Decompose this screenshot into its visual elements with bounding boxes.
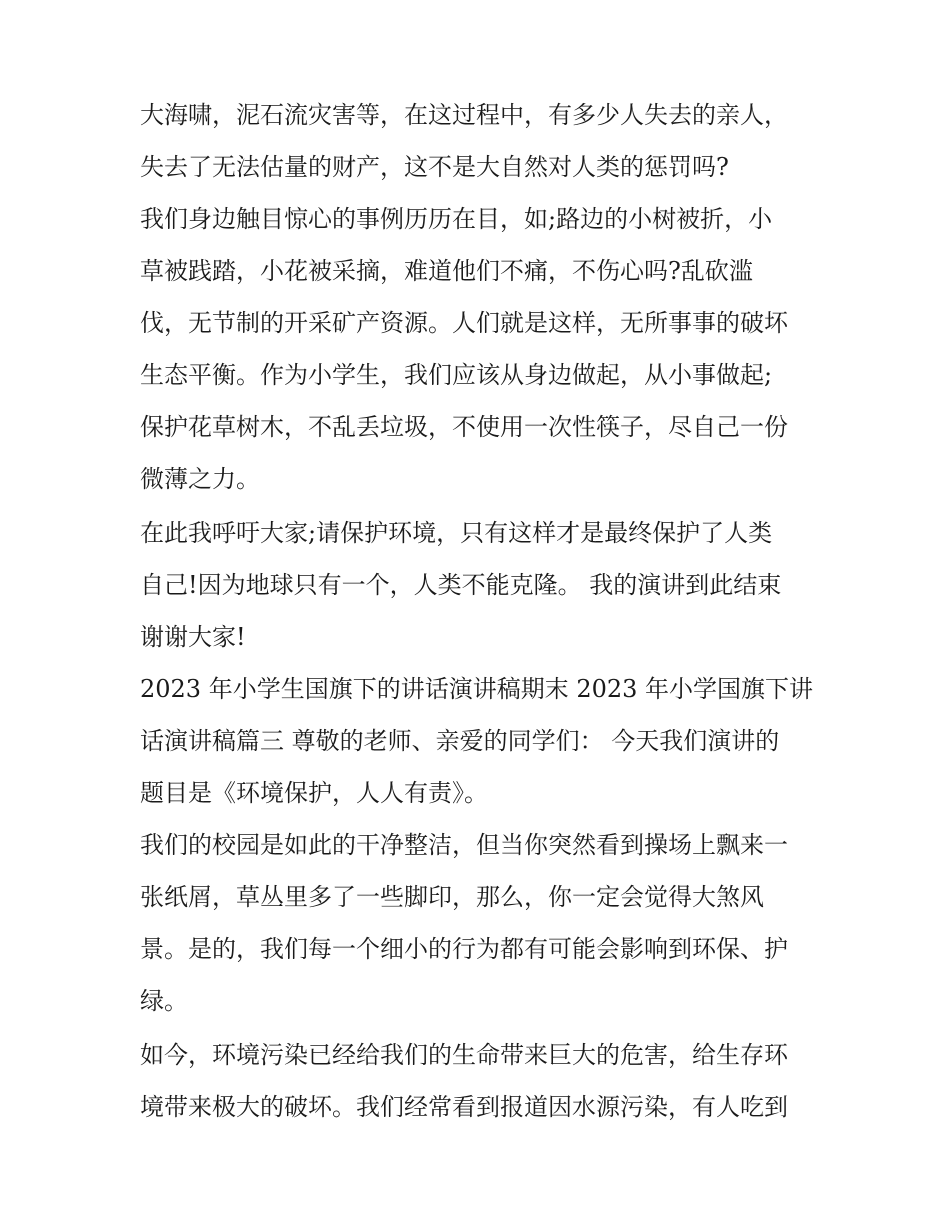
text-line: 保护花草树木，不乱丢垃圾，不使用一次性筷子，尽自己一份 — [140, 413, 788, 441]
text-line: 绿。 — [140, 987, 188, 1015]
text-line: 伐，无节制的开采矿产资源。人们就是这样，无所事事的破坏 — [140, 309, 788, 337]
text-line: 草被践踏，小花被采摘，难道他们不痛，不伤心吗?乱砍滥 — [140, 257, 753, 285]
text-line: 大海啸，泥石流灾害等，在这过程中，有多少人失去的亲人， — [140, 101, 788, 129]
text-line: 在此我呼吁大家;请保护环境，只有这样才是最终保护了人类 — [140, 519, 773, 547]
text-line: 谢谢大家! — [140, 623, 246, 651]
text-line: 题目是《环境保护，人人有责》。 — [140, 779, 488, 807]
text-line: 微薄之力。 — [140, 465, 260, 493]
text-line: 生态平衡。作为小学生，我们应该从身边做起，从小事做起; — [140, 361, 773, 389]
text-line: 我们身边触目惊心的事例历历在目，如;路边的小树被折，小 — [140, 205, 773, 233]
text-line: 自己!因为地球只有一个，人类不能克隆。 我的演讲到此结束 — [140, 571, 782, 599]
text-line: 我们的校园是如此的干净整洁，但当你突然看到操场上飘来一 — [140, 831, 788, 859]
text-line: 2023 年小学生国旗下的讲话演讲稿期末 2023 年小学国旗下讲 — [140, 675, 814, 703]
text-line: 如今，环境污染已经给我们的生命带来巨大的危害，给生存环 — [140, 1041, 788, 1069]
text-line: 景。是的，我们每一个细小的行为都有可能会影响到环保、护 — [140, 935, 788, 963]
text-line: 失去了无法估量的财产，这不是大自然对人类的惩罚吗? — [140, 153, 729, 181]
text-line: 境带来极大的破坏。我们经常看到报道因水源污染，有人吃到 — [140, 1093, 788, 1121]
text-line: 张纸屑，草丛里多了一些脚印，那么，你一定会觉得大煞风 — [140, 883, 764, 911]
text-line: 话演讲稿篇三 尊敬的老师、亲爱的同学们： 今天我们演讲的 — [140, 727, 780, 755]
